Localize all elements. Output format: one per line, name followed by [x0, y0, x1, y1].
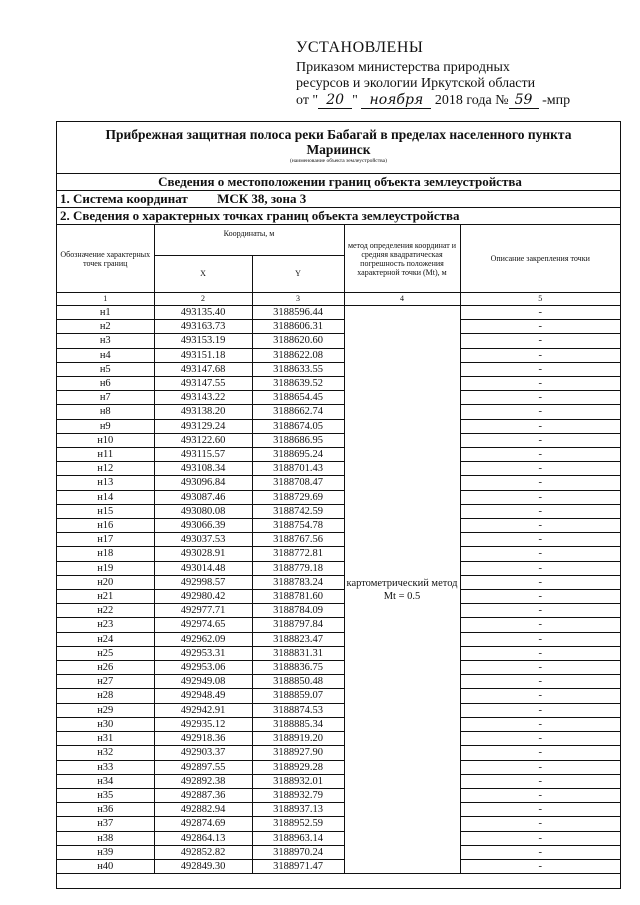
object-title-caption: (наименование объекта землеустройства): [290, 158, 387, 164]
section-title: Сведения о местоположении границ объекта землеустройства: [57, 173, 620, 190]
point-fix-cell: -: [460, 703, 620, 717]
point-name-cell: н13: [57, 476, 154, 490]
point-y-cell: 3188859.07: [252, 689, 344, 703]
point-name-cell: н37: [57, 817, 154, 831]
point-x-cell: 492852.82: [154, 845, 252, 859]
col-num: 5: [460, 293, 620, 306]
point-fix-cell: -: [460, 533, 620, 547]
point-x-cell: 492953.06: [154, 661, 252, 675]
point-name-cell: н14: [57, 490, 154, 504]
point-name-cell: н33: [57, 760, 154, 774]
point-x-cell: 492953.31: [154, 646, 252, 660]
point-y-cell: 3188701.43: [252, 462, 344, 476]
table-row: [57, 831, 620, 845]
point-name-cell: н26: [57, 661, 154, 675]
point-y-cell: 3188754.78: [252, 519, 344, 533]
coord-system-row: [57, 190, 620, 207]
table-row: [57, 760, 620, 774]
point-y-cell: 3188963.14: [252, 831, 344, 845]
approval-stamp: [296, 40, 570, 109]
point-fix-cell: -: [460, 732, 620, 746]
point-fix-cell: -: [460, 859, 620, 873]
point-name-cell: н8: [57, 405, 154, 419]
table-row: [57, 788, 620, 802]
point-y-cell: 3188783.24: [252, 575, 344, 589]
point-name-cell: н25: [57, 646, 154, 660]
point-y-cell: 3188932.01: [252, 774, 344, 788]
point-name-cell: н34: [57, 774, 154, 788]
point-x-cell: 492942.91: [154, 703, 252, 717]
point-fix-cell: -: [460, 575, 620, 589]
object-title-block: [57, 122, 620, 166]
point-y-cell: 3188674.05: [252, 419, 344, 433]
point-fix-cell: -: [460, 632, 620, 646]
point-x-cell: 493037.53: [154, 533, 252, 547]
table-row: [57, 561, 620, 575]
point-fix-cell: -: [460, 476, 620, 490]
table-row: [57, 803, 620, 817]
point-name-cell: н40: [57, 859, 154, 873]
point-x-cell: 493129.24: [154, 419, 252, 433]
table-row: [57, 746, 620, 760]
point-fix-cell: -: [460, 746, 620, 760]
point-fix-cell: -: [460, 646, 620, 660]
points-heading: 2. Сведения о характерных точках границ объекта землеустройства: [57, 207, 620, 224]
approval-line-2: ресурсов и экологии Иркутской области: [296, 76, 536, 91]
point-name-cell: н23: [57, 618, 154, 632]
point-x-cell: 493138.20: [154, 405, 252, 419]
point-x-cell: 493163.73: [154, 320, 252, 334]
point-fix-cell: -: [460, 433, 620, 447]
point-x-cell: 492949.08: [154, 675, 252, 689]
point-fix-cell: -: [460, 348, 620, 362]
table-row: [57, 462, 620, 476]
point-y-cell: 3188622.08: [252, 348, 344, 362]
point-fix-cell: -: [460, 561, 620, 575]
point-fix-cell: -: [460, 788, 620, 802]
point-fix-cell: -: [460, 448, 620, 462]
point-x-cell: 492903.37: [154, 746, 252, 760]
table-row: [57, 433, 620, 447]
point-x-cell: 493080.08: [154, 504, 252, 518]
point-x-cell: 493014.48: [154, 561, 252, 575]
point-fix-cell: -: [460, 590, 620, 604]
table-row: [57, 448, 620, 462]
point-x-cell: 492897.55: [154, 760, 252, 774]
table-row: [57, 703, 620, 717]
points-table-body: [57, 306, 620, 874]
point-x-cell: 493108.34: [154, 462, 252, 476]
point-name-cell: н1: [57, 306, 154, 320]
table-row: [57, 604, 620, 618]
point-y-cell: 3188708.47: [252, 476, 344, 490]
point-name-cell: н16: [57, 519, 154, 533]
point-y-cell: 3188633.55: [252, 362, 344, 376]
table-row: [57, 675, 620, 689]
point-name-cell: н15: [57, 504, 154, 518]
table-row: [57, 490, 620, 504]
date-prefix: от ": [296, 93, 319, 108]
col-num: 1: [57, 293, 154, 306]
date-year: 2018 года №: [434, 93, 509, 108]
point-y-cell: 3188772.81: [252, 547, 344, 561]
col-header-name: Обозначение характерных точек границ: [57, 225, 154, 293]
point-x-cell: 493153.19: [154, 334, 252, 348]
approval-heading: УСТАНОВЛЕНЫ: [296, 39, 424, 56]
point-fix-cell: -: [460, 675, 620, 689]
point-y-cell: 3188970.24: [252, 845, 344, 859]
table-row: [57, 306, 620, 320]
point-name-cell: н21: [57, 590, 154, 604]
point-name-cell: н39: [57, 845, 154, 859]
point-y-cell: 3188784.09: [252, 604, 344, 618]
table-row: [57, 618, 620, 632]
table-row: [57, 845, 620, 859]
object-title-line-2: Мариинск: [306, 142, 371, 157]
point-fix-cell: -: [460, 391, 620, 405]
point-x-cell: 492887.36: [154, 788, 252, 802]
point-y-cell: 3188797.84: [252, 618, 344, 632]
table-row: [57, 661, 620, 675]
point-fix-cell: -: [460, 419, 620, 433]
handwritten-month: ноября: [361, 92, 431, 109]
point-x-cell: 493147.68: [154, 362, 252, 376]
table-row: [57, 519, 620, 533]
point-y-cell: 3188929.28: [252, 760, 344, 774]
table-row: [57, 320, 620, 334]
point-y-cell: 3188850.48: [252, 675, 344, 689]
col-header-method: метод определения координат и средняя квадратическая погрешность положения характерной точки (Mt), м: [344, 225, 460, 293]
table-row: [57, 575, 620, 589]
col-header-fix: Описание закрепления точки: [460, 225, 620, 293]
point-y-cell: 3188695.24: [252, 448, 344, 462]
point-y-cell: 3188919.20: [252, 732, 344, 746]
point-x-cell: 493135.40: [154, 306, 252, 320]
col-header-y: Y: [252, 256, 344, 293]
col-num: 4: [344, 293, 460, 306]
points-table: [57, 224, 620, 874]
point-name-cell: н11: [57, 448, 154, 462]
point-y-cell: 3188779.18: [252, 561, 344, 575]
point-y-cell: 3188952.59: [252, 817, 344, 831]
point-name-cell: н18: [57, 547, 154, 561]
point-y-cell: 3188932.79: [252, 788, 344, 802]
point-name-cell: н12: [57, 462, 154, 476]
point-y-cell: 3188874.53: [252, 703, 344, 717]
point-fix-cell: -: [460, 306, 620, 320]
point-name-cell: н5: [57, 362, 154, 376]
table-row: [57, 533, 620, 547]
point-fix-cell: -: [460, 803, 620, 817]
col-num: 3: [252, 293, 344, 306]
point-x-cell: 492882.94: [154, 803, 252, 817]
table-row: [57, 419, 620, 433]
point-fix-cell: -: [460, 547, 620, 561]
table-row: [57, 377, 620, 391]
point-fix-cell: -: [460, 717, 620, 731]
coord-system-value: МСК 38, зона 3: [217, 191, 307, 206]
point-y-cell: 3188885.34: [252, 717, 344, 731]
point-y-cell: 3188729.69: [252, 490, 344, 504]
point-name-cell: н10: [57, 433, 154, 447]
point-fix-cell: -: [460, 405, 620, 419]
table-row: [57, 504, 620, 518]
point-x-cell: 492974.65: [154, 618, 252, 632]
point-y-cell: 3188686.95: [252, 433, 344, 447]
point-y-cell: 3188639.52: [252, 377, 344, 391]
object-title-line-1: Прибрежная защитная полоса реки Бабагай в пределах населенного пункта: [105, 127, 572, 142]
point-fix-cell: -: [460, 490, 620, 504]
point-fix-cell: -: [460, 604, 620, 618]
point-name-cell: н38: [57, 831, 154, 845]
point-y-cell: 3188742.59: [252, 504, 344, 518]
point-name-cell: н2: [57, 320, 154, 334]
point-y-cell: 3188971.47: [252, 859, 344, 873]
table-row: [57, 717, 620, 731]
point-name-cell: н28: [57, 689, 154, 703]
point-name-cell: н31: [57, 732, 154, 746]
point-name-cell: н24: [57, 632, 154, 646]
point-name-cell: н27: [57, 675, 154, 689]
point-name-cell: н29: [57, 703, 154, 717]
point-x-cell: 492918.36: [154, 732, 252, 746]
table-row: [57, 632, 620, 646]
point-name-cell: н22: [57, 604, 154, 618]
point-y-cell: 3188781.60: [252, 590, 344, 604]
point-x-cell: 492980.42: [154, 590, 252, 604]
table-row: [57, 405, 620, 419]
table-row: [57, 547, 620, 561]
table-row: [57, 774, 620, 788]
point-name-cell: н3: [57, 334, 154, 348]
table-row: [57, 476, 620, 490]
point-name-cell: н7: [57, 391, 154, 405]
point-x-cell: 493066.39: [154, 519, 252, 533]
handwritten-day: 20: [318, 92, 352, 109]
point-fix-cell: -: [460, 462, 620, 476]
point-y-cell: 3188662.74: [252, 405, 344, 419]
point-name-cell: н30: [57, 717, 154, 731]
table-row: [57, 689, 620, 703]
point-y-cell: 3188620.60: [252, 334, 344, 348]
order-suffix: -мпр: [542, 93, 571, 108]
point-fix-cell: -: [460, 845, 620, 859]
handwritten-number: 59: [509, 92, 539, 109]
point-name-cell: н9: [57, 419, 154, 433]
point-y-cell: 3188606.31: [252, 320, 344, 334]
point-fix-cell: -: [460, 831, 620, 845]
point-name-cell: н20: [57, 575, 154, 589]
point-fix-cell: -: [460, 689, 620, 703]
table-row: [57, 590, 620, 604]
table-row: [57, 362, 620, 376]
point-fix-cell: -: [460, 661, 620, 675]
point-fix-cell: -: [460, 320, 620, 334]
approval-date-line: [296, 92, 570, 109]
point-fix-cell: -: [460, 362, 620, 376]
point-x-cell: 493143.22: [154, 391, 252, 405]
point-x-cell: 492864.13: [154, 831, 252, 845]
point-x-cell: 492962.09: [154, 632, 252, 646]
point-x-cell: 493096.84: [154, 476, 252, 490]
coord-system-label: 1. Система координат: [60, 191, 188, 206]
point-x-cell: 492849.30: [154, 859, 252, 873]
point-y-cell: 3188654.45: [252, 391, 344, 405]
approval-line-1: Приказом министерства природных: [296, 60, 510, 75]
point-y-cell: 3188836.75: [252, 661, 344, 675]
table-row: [57, 732, 620, 746]
point-y-cell: 3188596.44: [252, 306, 344, 320]
point-y-cell: 3188937.13: [252, 803, 344, 817]
table-row: [57, 348, 620, 362]
point-x-cell: 493122.60: [154, 433, 252, 447]
point-fix-cell: -: [460, 618, 620, 632]
point-y-cell: 3188831.31: [252, 646, 344, 660]
point-fix-cell: -: [460, 377, 620, 391]
point-name-cell: н32: [57, 746, 154, 760]
table-row: [57, 646, 620, 660]
point-y-cell: 3188927.90: [252, 746, 344, 760]
col-header-coords: Координаты, м: [154, 225, 344, 256]
point-x-cell: 493147.55: [154, 377, 252, 391]
point-name-cell: н6: [57, 377, 154, 391]
point-x-cell: 492874.69: [154, 817, 252, 831]
point-name-cell: н4: [57, 348, 154, 362]
point-x-cell: 493151.18: [154, 348, 252, 362]
point-fix-cell: -: [460, 774, 620, 788]
point-fix-cell: -: [460, 504, 620, 518]
table-row: [57, 391, 620, 405]
point-name-cell: н36: [57, 803, 154, 817]
method-cell: картометрический метод Mt = 0.5: [344, 306, 460, 874]
date-mid: ": [352, 93, 358, 108]
point-x-cell: 492892.38: [154, 774, 252, 788]
point-fix-cell: -: [460, 817, 620, 831]
point-x-cell: 493115.57: [154, 448, 252, 462]
table-row: [57, 817, 620, 831]
point-x-cell: 492935.12: [154, 717, 252, 731]
point-fix-cell: -: [460, 760, 620, 774]
point-y-cell: 3188823.47: [252, 632, 344, 646]
point-name-cell: н35: [57, 788, 154, 802]
point-x-cell: 493028.91: [154, 547, 252, 561]
point-x-cell: 493087.46: [154, 490, 252, 504]
point-fix-cell: -: [460, 519, 620, 533]
col-num: 2: [154, 293, 252, 306]
point-x-cell: 492998.57: [154, 575, 252, 589]
table-row: [57, 859, 620, 873]
point-name-cell: н19: [57, 561, 154, 575]
point-fix-cell: -: [460, 334, 620, 348]
point-x-cell: 492948.49: [154, 689, 252, 703]
point-y-cell: 3188767.56: [252, 533, 344, 547]
point-name-cell: н17: [57, 533, 154, 547]
point-x-cell: 492977.71: [154, 604, 252, 618]
table-row: [57, 334, 620, 348]
col-header-x: X: [154, 256, 252, 293]
document-frame: [56, 121, 621, 889]
